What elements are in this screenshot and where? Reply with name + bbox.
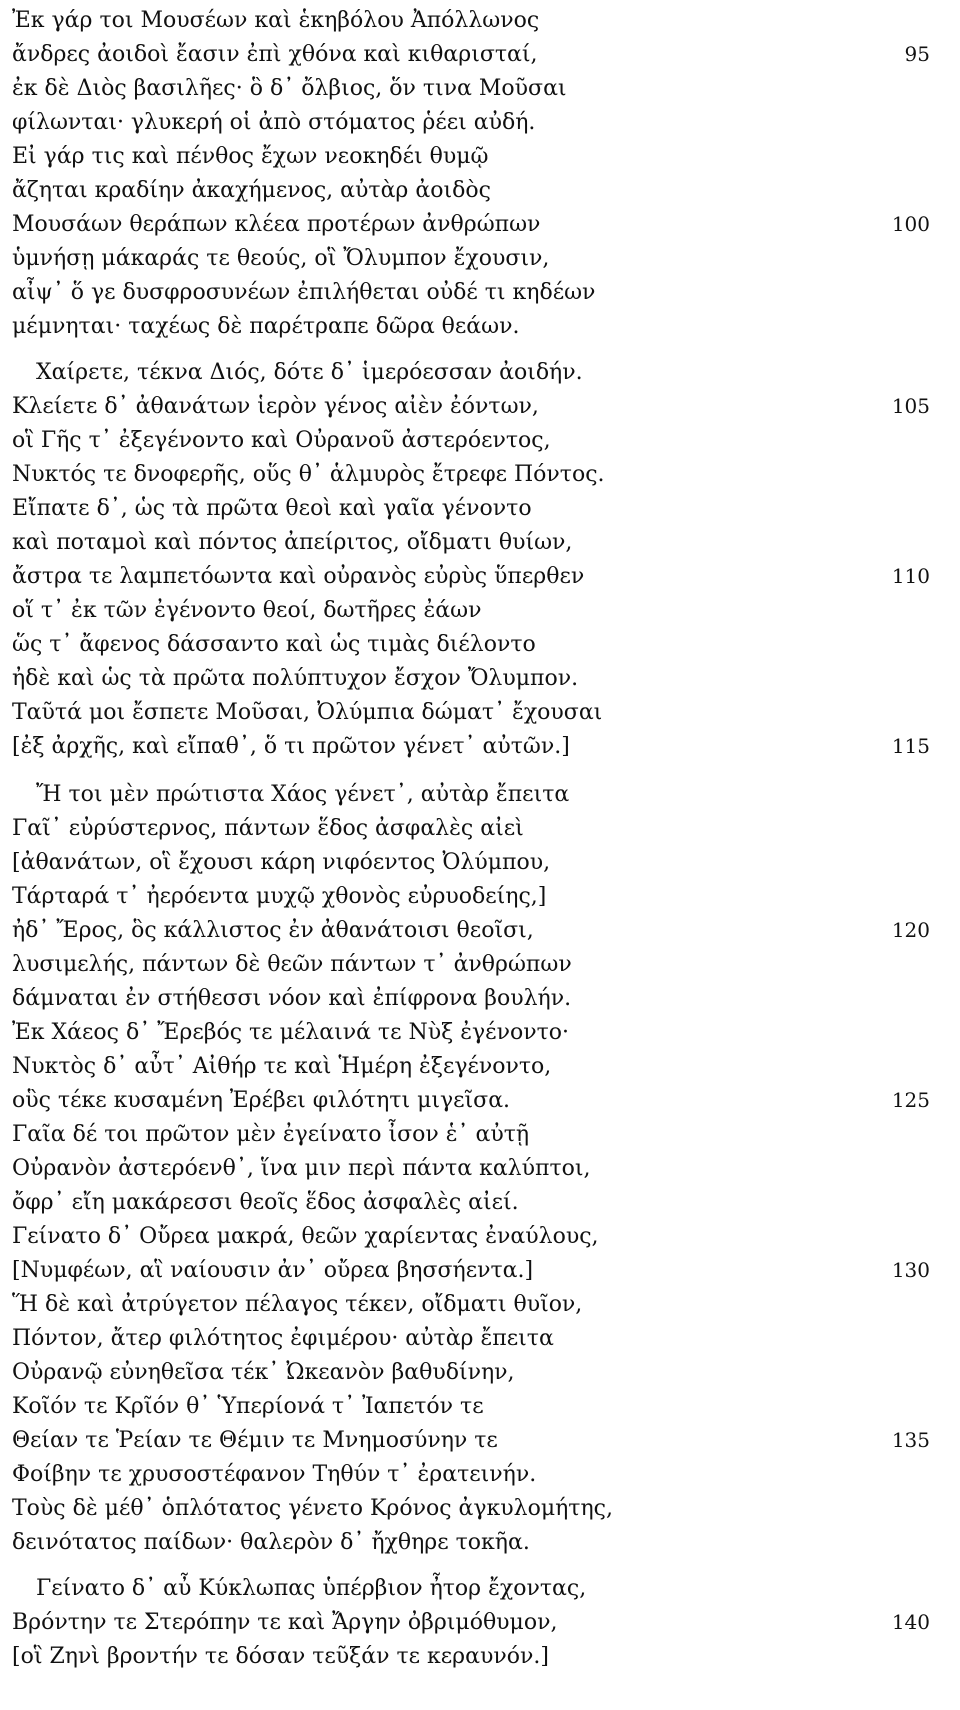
verse-line xyxy=(12,948,952,981)
verse-text: μέμνηται· ταχέως δὲ παρέτραπε δῶρα θεάων. xyxy=(12,314,520,339)
verse-text: ἠδὲ καὶ ὡς τὰ πρῶτα πολύπτυχον ἔσχον Ὄλυμπον. xyxy=(12,666,579,691)
verse-line xyxy=(12,356,952,389)
verse-line xyxy=(12,1492,952,1525)
verse-line xyxy=(12,730,952,763)
verse-text: Ἤ τοι μὲν πρώτιστα Χάος γένετ᾽, αὐτὰρ ἔπειτα xyxy=(36,782,570,807)
verse-line xyxy=(12,1186,952,1219)
verse-line xyxy=(12,1220,952,1253)
line-number: 105 xyxy=(891,394,930,418)
verse-text: Γείνατο δ᾽ αὖ Κύκλωπας ὑπέρβιον ἦτορ ἔχοντας, xyxy=(36,1576,587,1601)
verse-text: Οὐρανὸν ἀστερόενθ᾽, ἵνα μιν περὶ πάντα καλύπτοι, xyxy=(12,1156,591,1181)
verse-line xyxy=(12,310,952,343)
line-number: 100 xyxy=(891,212,930,236)
verse-line xyxy=(12,1356,952,1389)
verse-text: Τάρταρά τ᾽ ἠερόεντα μυχῷ χθονὸς εὐρυοδείης,] xyxy=(12,884,547,909)
verse-line xyxy=(12,1322,952,1355)
verse-text: ἠδ᾽ Ἔρος, ὃς κάλλιστος ἐν ἀθανάτοισι θεοῖσι, xyxy=(12,918,534,943)
verse-text: Γείνατο δ᾽ Οὔρεα μακρά, θεῶν χαρίεντας ἐναύλους, xyxy=(12,1224,599,1249)
verse-line xyxy=(12,140,952,173)
verse-line xyxy=(12,1152,952,1185)
line-number: 140 xyxy=(891,1610,930,1634)
verse-line xyxy=(12,492,952,525)
verse-text: [ἀθανάτων, οἳ ἔχουσι κάρη νιφόεντος Ὀλύμπου, xyxy=(12,850,551,875)
line-number: 125 xyxy=(891,1088,930,1112)
verse-text: ἄστρα τε λαμπετόωντα καὶ οὐρανὸς εὐρὺς ὕπερθεν xyxy=(12,564,585,589)
verse-text: Πόντον, ἄτερ φιλότητος ἐφιμέρου· αὐτὰρ ἔπειτα xyxy=(12,1326,554,1351)
verse-text: [Νυμφέων, αἳ ναίουσιν ἀν᾽ οὔρεα βησσήεντα.] xyxy=(12,1258,534,1283)
verse-text: Βρόντην τε Στερόπην τε καὶ Ἄργην ὀβριμόθυμον, xyxy=(12,1610,558,1635)
verse-text: Τοὺς δὲ μέθ᾽ ὁπλότατος γένετο Κρόνος ἀγκυλομήτης, xyxy=(12,1496,613,1521)
verse-text: ἐκ δὲ Διὸς βασιλῆες· ὃ δ᾽ ὄλβιος, ὅν τινα Μοῦσαι xyxy=(12,76,567,101)
verse-text: αἶψ᾽ ὅ γε δυσφροσυνέων ἐπιλήθεται οὐδέ τι κηδέων xyxy=(12,280,596,305)
verse-text: Κοῖόν τε Κρῖόν θ᾽ Ὑπερίονά τ᾽ Ἰαπετόν τε xyxy=(12,1394,484,1419)
verse-line xyxy=(12,1606,952,1639)
verse-text: οἵ τ᾽ ἐκ τῶν ἐγένοντο θεοί, δωτῆρες ἐάων xyxy=(12,598,482,623)
verse-line xyxy=(12,242,952,275)
verse-text: [οἳ Ζηνὶ βροντήν τε δόσαν τεῦξάν τε κεραυνόν.] xyxy=(12,1644,549,1669)
verse-text: Κλείετε δ᾽ ἀθανάτων ἱερὸν γένος αἰὲν ἐόντων, xyxy=(12,394,539,419)
verse-text: οὓς τέκε κυσαμένη Ἐρέβει φιλότητι μιγεῖσα. xyxy=(12,1088,511,1113)
verse-text: δάμναται ἐν στήθεσσι νόον καὶ ἐπίφρονα βουλήν. xyxy=(12,986,572,1011)
line-number: 110 xyxy=(891,564,930,588)
verse-line xyxy=(12,208,952,241)
verse-text: ὄφρ᾽ εἴη μακάρεσσι θεοῖς ἕδος ἀσφαλὲς αἰεί. xyxy=(12,1190,519,1215)
verse-line xyxy=(12,38,952,71)
verse-text: Ἐκ γάρ τοι Μουσέων καὶ ἑκηβόλου Ἀπόλλωνος xyxy=(12,8,540,33)
verse-text: Ταῦτά μοι ἔσπετε Μοῦσαι, Ὀλύμπια δώματ᾽ ἔχουσαι xyxy=(12,700,603,725)
verse-line xyxy=(12,1424,952,1457)
verse-text: ἄνδρες ἀοιδοὶ ἔασιν ἐπὶ χθόνα καὶ κιθαρισταί, xyxy=(12,42,538,67)
verse-line xyxy=(12,1050,952,1083)
verse-line xyxy=(12,4,952,37)
verse-text: Εἴπατε δ᾽, ὡς τὰ πρῶτα θεοὶ καὶ γαῖα γένοντο xyxy=(12,496,532,521)
verse-text: Εἰ γάρ τις καὶ πένθος ἔχων νεοκηδέι θυμῷ xyxy=(12,144,489,169)
verse-text: Οὐρανῷ εὐνηθεῖσα τέκ᾽ Ὠκεανὸν βαθυδίνην, xyxy=(12,1360,515,1385)
verse-text: Μουσάων θεράπων κλέεα προτέρων ἀνθρώπων xyxy=(12,212,541,237)
verse-line xyxy=(12,594,952,627)
verse-text: λυσιμελής, πάντων δὲ θεῶν πάντων τ᾽ ἀνθρώπων xyxy=(12,952,572,977)
verse-text: φίλωνται· γλυκερή οἱ ἀπὸ στόματος ῥέει αὐδή. xyxy=(12,110,536,135)
verse-line xyxy=(12,1640,952,1673)
verse-line xyxy=(12,1254,952,1287)
verse-text: Φοίβην τε χρυσοστέφανον Τηθύν τ᾽ ἐρατεινήν. xyxy=(12,1462,537,1487)
verse-line xyxy=(12,1572,952,1605)
verse-line xyxy=(12,106,952,139)
verse-line xyxy=(12,778,952,811)
verse-line xyxy=(12,1118,952,1151)
verse-line xyxy=(12,696,952,729)
verse-text: ὥς τ᾽ ἄφενος δάσσαντο καὶ ὡς τιμὰς διέλοντο xyxy=(12,632,536,657)
verse-text: Ἥ δὲ καὶ ἀτρύγετον πέλαγος τέκεν, οἴδματι θυῖον, xyxy=(12,1292,583,1317)
verse-line xyxy=(12,1390,952,1423)
line-number: 120 xyxy=(891,918,930,942)
verse-line xyxy=(12,1458,952,1491)
verse-text: δεινότατος παίδων· θαλερὸν δ᾽ ἤχθηρε τοκῆα. xyxy=(12,1530,530,1555)
verse-text: Χαίρετε, τέκνα Διός, δότε δ᾽ ἱμερόεσσαν ἀοιδήν. xyxy=(36,360,583,385)
verse-text: Νυκτός τε δνοφερῆς, οὕς θ᾽ ἁλμυρὸς ἔτρεφε Πόντος. xyxy=(12,462,605,487)
line-number: 130 xyxy=(891,1258,930,1282)
verse-text: Γαῖ᾽ εὐρύστερνος, πάντων ἕδος ἀσφαλὲς αἰεὶ xyxy=(12,816,524,841)
verse-line xyxy=(12,846,952,879)
verse-line xyxy=(12,424,952,457)
verse-text: Γαῖα δέ τοι πρῶτον μὲν ἐγείνατο ἶσον ἑ᾽ αὐτῇ xyxy=(12,1122,530,1147)
verse-line xyxy=(12,174,952,207)
verse-line xyxy=(12,1016,952,1049)
verse-text: Ἐκ Χάεος δ᾽ Ἔρεβός τε μέλαινά τε Νὺξ ἐγένοντο· xyxy=(12,1020,569,1045)
verse-line xyxy=(12,1526,952,1559)
verse-text: ἄζηται κραδίην ἀκαχήμενος, αὐτὰρ ἀοιδὸς xyxy=(12,178,491,203)
verse-line xyxy=(12,812,952,845)
line-number: 115 xyxy=(891,734,930,758)
line-number: 135 xyxy=(891,1428,930,1452)
verse-line xyxy=(12,390,952,423)
verse-text: Νυκτὸς δ᾽ αὖτ᾽ Αἰθήρ τε καὶ Ἡμέρη ἐξεγένοντο, xyxy=(12,1054,552,1079)
verse-text: ὑμνήσῃ μάκαράς τε θεούς, οἳ Ὄλυμπον ἔχουσιν, xyxy=(12,246,550,271)
verse-line xyxy=(12,1288,952,1321)
verse-line xyxy=(12,880,952,913)
verse-line xyxy=(12,276,952,309)
verse-line xyxy=(12,72,952,105)
verse-line xyxy=(12,982,952,1015)
verse-text: [ἐξ ἀρχῆς, καὶ εἴπαθ᾽, ὅ τι πρῶτον γένετ᾽ αὐτῶν.] xyxy=(12,734,570,759)
verse-line xyxy=(12,914,952,947)
verse-line xyxy=(12,628,952,661)
verse-line xyxy=(12,662,952,695)
verse-line xyxy=(12,1084,952,1117)
verse-line xyxy=(12,526,952,559)
verse-text: οἳ Γῆς τ᾽ ἐξεγένοντο καὶ Οὐρανοῦ ἀστερόεντος, xyxy=(12,428,551,453)
line-number: 95 xyxy=(904,42,930,66)
verse-text: καὶ ποταμοὶ καὶ πόντος ἀπείριτος, οἴδματι θυίων, xyxy=(12,530,573,555)
verse-line xyxy=(12,458,952,491)
verse-text: Θείαν τε Ῥείαν τε Θέμιν τε Μνημοσύνην τε xyxy=(12,1428,498,1453)
verse-line xyxy=(12,560,952,593)
